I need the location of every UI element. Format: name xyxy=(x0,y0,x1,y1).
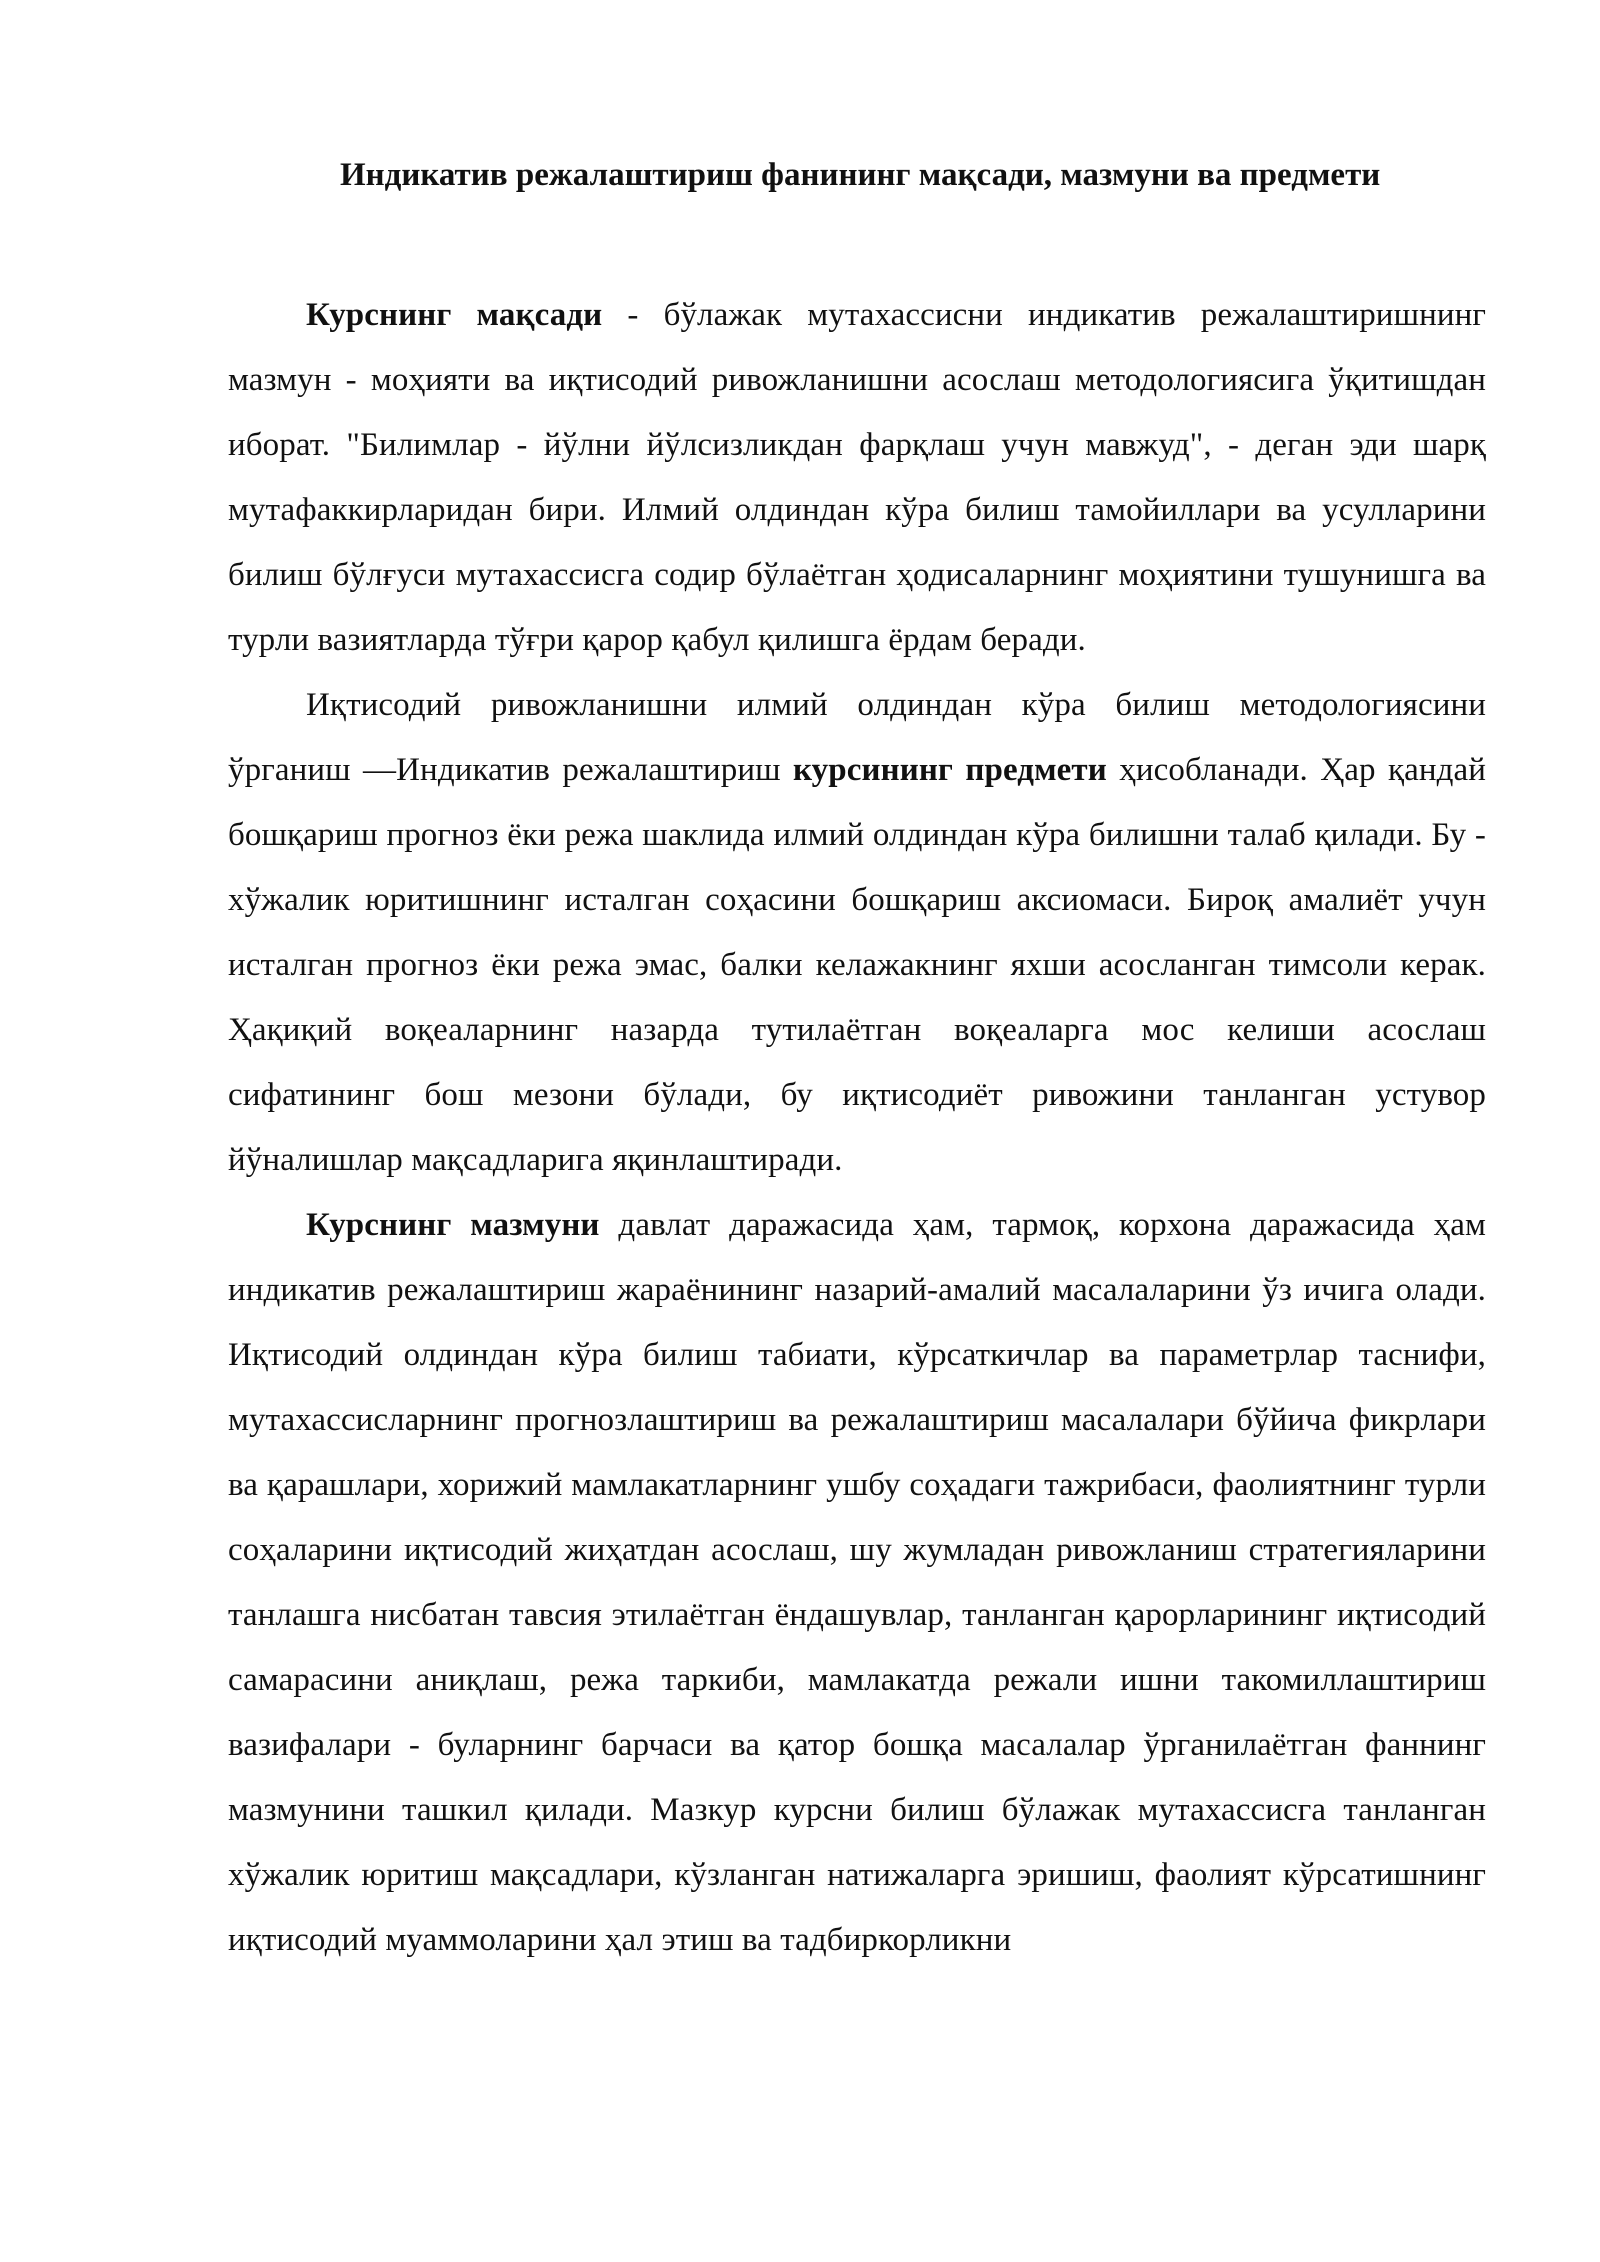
document-body xyxy=(228,283,1486,1973)
paragraph-text: ҳисобланади. Ҳар қандай бошқариш прогноз ёки режа шаклида илмий олдиндан кўра билишни талаб қилади. Бу - хўжалик юритишнинг исталган соҳасини бошқариш аксиомаси. Бироқ амалиёт учун исталган прогноз ёки режа эмас, балки келажакнинг яхши асосланган тимсоли керак. Ҳақиқий воқеаларнинг назарда тутилаётган воқеаларга мос келиши асослаш сифатининг бош мезони бўлади, бу иқтисодиёт ривожини танланган устувор йўналишлар мақсадларига яқинлаштиради. xyxy=(228,752,1486,1178)
paragraph-text: Иқтисодий ривожланишни илмий олдиндан кўра билиш методологиясини ўрганиш —Индикатив режалаштириш xyxy=(228,687,1486,788)
paragraph-course-content xyxy=(228,1193,1486,1973)
paragraph-course-goal xyxy=(228,283,1486,673)
bold-term-course-goal: Курснинг мақсади xyxy=(306,297,603,333)
document-title: Индикатив режалаштириш фанининг мақсади, мазмуни ва предмети xyxy=(340,157,1381,193)
paragraph-text: давлат даражасида ҳам, тармоқ, корхона даражасида ҳам индикатив режалаштириш жараёнининг назарий-амалий масалаларини ўз ичига олади. Иқтисодий олдиндан кўра билиш табиати, кўрсаткичлар ва параметрлар таснифи, мутахассисларнинг прогнозлаштириш ва режалаштириш масалалари бўйича фикрлари ва қарашлари, хорижий мамлакатларнинг ушбу соҳадаги тажрибаси, фаолиятнинг турли соҳаларини иқтисодий жиҳатдан асослаш, шу жумладан ривожланиш стратегияларини танлашга нисбатан тавсия этилаётган ёндашувлар, танланган қарорларининг иқтисодий самарасини аниқлаш, режа таркиби, мамлакатда режали ишни такомиллаштириш вазифалари - буларнинг барчаси ва қатор бошқа масалалар ўрганилаётган фаннинг мазмунини ташкил қилади. Мазкур курсни билиш бўлажак мутахассисга танланган хўжалик юритиш мақсадлари, кўзланган натижаларга эришиш, фаолият кўрсатишнинг иқтисодий муаммоларини ҳал этиш ва тадбиркорликни xyxy=(228,1207,1486,1958)
bold-term-course-content: Курснинг мазмуни xyxy=(306,1207,600,1243)
paragraph-course-subject xyxy=(228,673,1486,1193)
paragraph-text: - бўлажак мутахассисни индикатив режалаштиришнинг мазмун - моҳияти ва иқтисодий ривожланишни асослаш методологиясига ўқитишдан иборат. "Билимлар - йўлни йўлсизликдан фарқлаш учун мавжуд", - деган эди шарқ мутафаккирларидан бири. Илмий олдиндан кўра билиш тамойиллари ва усулларини билиш бўлғуси мутахассисга содир бўлаётган ҳодисаларнинг моҳиятини тушунишга ва турли вазиятларда тўғри қарор қабул қилишга ёрдам беради. xyxy=(228,297,1486,658)
bold-term-course-subject: курсининг предмети xyxy=(793,752,1107,788)
